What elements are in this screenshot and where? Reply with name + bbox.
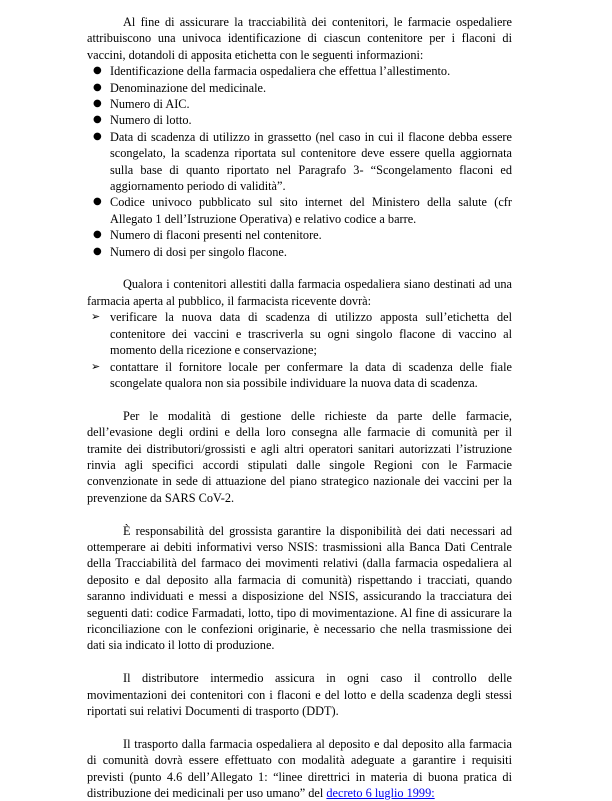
bullet-icon: ● bbox=[93, 245, 102, 257]
decree-link[interactable]: decreto 6 luglio 1999: bbox=[326, 786, 435, 801]
bullet-icon: ● bbox=[93, 229, 102, 241]
list-item-text: Numero di AIC. bbox=[110, 97, 190, 112]
bullet-icon: ● bbox=[93, 114, 102, 126]
bullet-icon: ● bbox=[93, 81, 102, 93]
bullet-icon: ● bbox=[93, 130, 102, 142]
list-item-text: Numero di lotto. bbox=[110, 113, 192, 128]
list-item bbox=[87, 194, 512, 227]
arrow-bullet-icon: ➢ bbox=[91, 310, 101, 324]
list-item-text: Numero di dosi per singolo flacone. bbox=[110, 244, 287, 259]
list-item-text: Data di scadenza di utilizzo in grassetto (nel caso in cui il flacone debba essere scongelato, la scadenza riportata sul contenitore deve essere quella aggiornata sulla base di quanto riportato nel Paragrafo 3- “Scongelamento flaconi ed aggiornamento periodo di validità”. bbox=[110, 129, 512, 194]
list-item-text: Identificazione della farmacia ospedaliera che effettua l’allestimento. bbox=[110, 64, 451, 79]
list-item-text: Codice univoco pubblicato sul sito internet del Ministero della salute (cfr Allegato 1 dell’Istruzione Operativa) e relativo codice a barre. bbox=[110, 195, 512, 226]
paragraph-container-identification: Al fine di assicurare la tracciabilità dei contenitori, le farmacie ospedaliere attribuiscono una univoca identificazione di ciascun contenitore per i flaconi di vaccini, dotandoli di apposita etichetta con le seguenti informazioni: bbox=[87, 15, 512, 62]
list-item bbox=[87, 63, 512, 79]
list-item-text: verificare la nuova data di scadenza di utilizzo apposta sull’etichetta del contenitore dei vaccini e trascriverla su ogni singolo flacone di vaccino al momento della ricezione e conservazione; bbox=[110, 310, 512, 358]
paragraph-intermediate-distributor: Il distributore intermedio assicura in ogni caso il controllo delle movimentazioni dei contenitori con i flaconi e del lotto e della scadenza degli stessi riportati sui relativi Documenti di trasporto (DDT). bbox=[87, 671, 512, 718]
container-info-list bbox=[87, 63, 512, 260]
bullet-icon: ● bbox=[93, 65, 102, 77]
bullet-icon: ● bbox=[93, 98, 102, 110]
list-item bbox=[87, 112, 512, 128]
list-item bbox=[87, 309, 512, 358]
paragraph-transport-text: Il trasporto dalla farmacia ospedaliera al deposito e dal deposito alla farmacia di comunità dovrà essere effettuato con modalità adeguate a garantire i requisiti previsti (punto 4.6 dell’Allegato 1: “linee direttrici in materia di buona pratica di distribuzione dei medicinali per uso umano” del bbox=[87, 736, 512, 801]
list-item-text: Numero di flaconi presenti nel contenitore. bbox=[110, 228, 322, 243]
list-item bbox=[87, 96, 512, 112]
document-page bbox=[87, 14, 512, 801]
list-item bbox=[87, 359, 512, 392]
paragraph-wholesaler-responsibility: È responsabilità del grossista garantire la disponibilità dei dati necessari ad ottemperare ai debiti informativi verso NSIS: trasmissioni alla Banca Dati Centrale della Tracciabilità del farmaco dei movimenti relativi (dalla farmacia ospedaliera al deposito e dal deposito alla farmacia di comunità) rispettando i tracciati, quando saranno individuati e messi a disposizione del NSIS, assicurando la tracciatura dei seguenti dati: codice Farmadati, lotto, tipo di movimentazione. Al fine di assicurare la riconciliazione con le confezioni originarie, è necessario che nella trasmissione dei dati sia indicato il lotto di produzione. bbox=[87, 523, 512, 653]
pharmacist-action-list bbox=[87, 309, 512, 391]
list-item bbox=[87, 80, 512, 96]
paragraph-order-management: Per le modalità di gestione delle richieste da parte delle farmacie, dell’evasione degli ordini e della loro consegna alle farmacie di comunità per il tramite dei distributori/grossisti e agli altri operatori sanitari autorizzati l’istruzione rinvia agli specifici accordi stipulati dalle singole Regioni con le Farmacie convenzionate in sede di attuazione del piano strategico nazionale dei vaccini per la prevenzione da SARS CoV-2. bbox=[87, 408, 512, 505]
paragraph-public-pharmacy: Qualora i contenitori allestiti dalla farmacia ospedaliera siano destinati ad una farmacia aperta al pubblico, il farmacista ricevente dovrà: bbox=[87, 277, 512, 308]
list-item bbox=[87, 244, 512, 260]
bullet-icon: ● bbox=[93, 196, 102, 208]
list-item bbox=[87, 129, 512, 195]
arrow-bullet-icon: ➢ bbox=[91, 359, 101, 373]
paragraph-transport bbox=[87, 736, 512, 801]
list-item bbox=[87, 227, 512, 243]
list-item-text: contattare il fornitore locale per confermare la data di scadenza delle fiale scongelate qualora non sia possibile individuare la nuova data di scadenza. bbox=[110, 359, 512, 390]
list-item-text: Denominazione del medicinale. bbox=[110, 80, 267, 95]
